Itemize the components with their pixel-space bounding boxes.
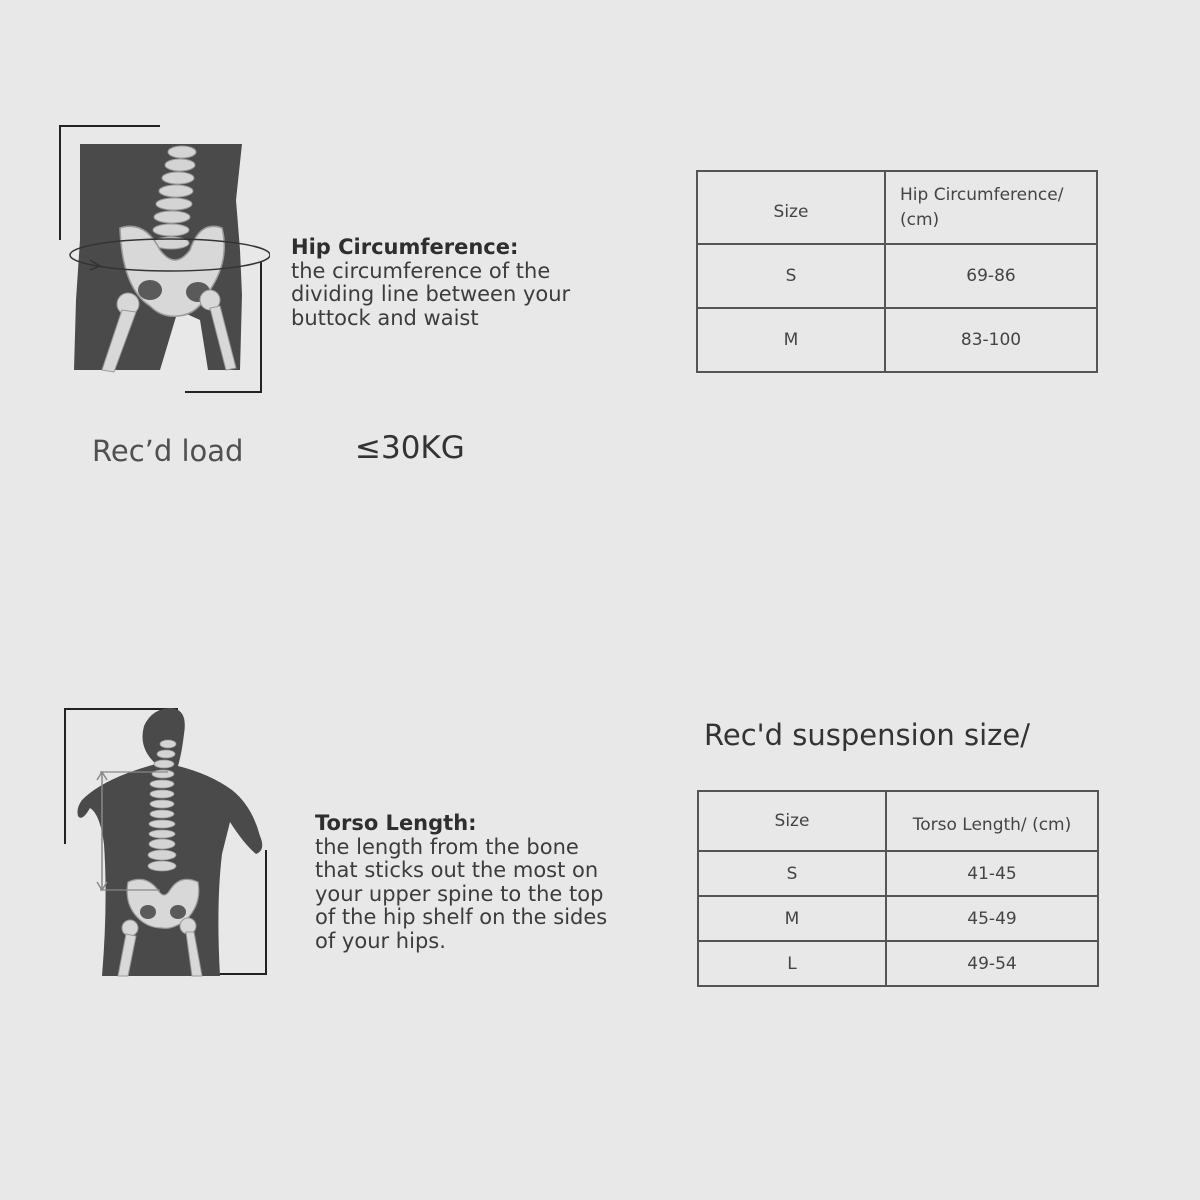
torso-figure xyxy=(60,704,275,984)
torso-definition-title: Torso Length: xyxy=(315,811,477,835)
torso-definition-body: the length from the bone that sticks out the most on your upper spine to the top of the hip shelf on the sides of your hips. xyxy=(315,834,608,953)
hip-definition-title: Hip Circumference: xyxy=(291,235,519,259)
table-row xyxy=(698,941,1098,986)
table-cell-size: M xyxy=(697,308,885,372)
recd-load-label: Rec’d load xyxy=(92,434,244,468)
table-header-hip-circumference: Hip Circumference/ (cm) xyxy=(885,171,1097,244)
torso-size-table-wrap xyxy=(697,790,1099,987)
table-cell-value: 83-100 xyxy=(885,308,1097,372)
table-cell-size: M xyxy=(698,896,886,941)
hip-definition xyxy=(291,236,611,330)
pelvis-skeleton-icon xyxy=(50,120,270,400)
table-row xyxy=(698,896,1098,941)
torso-size-table xyxy=(697,790,1099,987)
table-cell-size: S xyxy=(698,851,886,896)
table-row xyxy=(698,851,1098,896)
hip-figure xyxy=(50,120,270,400)
table-row xyxy=(697,308,1097,372)
table-cell-value: 49-54 xyxy=(886,941,1098,986)
table-cell-size: L xyxy=(698,941,886,986)
table-header-row xyxy=(698,791,1098,851)
table-header-torso-length: Torso Length/ (cm) xyxy=(886,791,1098,851)
hip-size-table xyxy=(696,170,1098,373)
table-cell-value: 69-86 xyxy=(885,244,1097,308)
table-header-size: Size xyxy=(698,791,886,851)
recd-suspension-size-title: Rec'd suspension size/ xyxy=(704,718,1030,752)
table-cell-size: S xyxy=(697,244,885,308)
back-spine-skeleton-icon xyxy=(60,704,275,984)
hip-definition-body: the circumference of the dividing line between your buttock and waist xyxy=(291,258,571,330)
hip-size-table-wrap xyxy=(696,170,1098,373)
torso-definition xyxy=(315,812,645,953)
table-cell-value: 45-49 xyxy=(886,896,1098,941)
table-header-size: Size xyxy=(697,171,885,244)
recd-load-value: ≤30KG xyxy=(355,430,465,466)
table-row xyxy=(697,244,1097,308)
table-cell-value: 41-45 xyxy=(886,851,1098,896)
table-header-row xyxy=(697,171,1097,244)
